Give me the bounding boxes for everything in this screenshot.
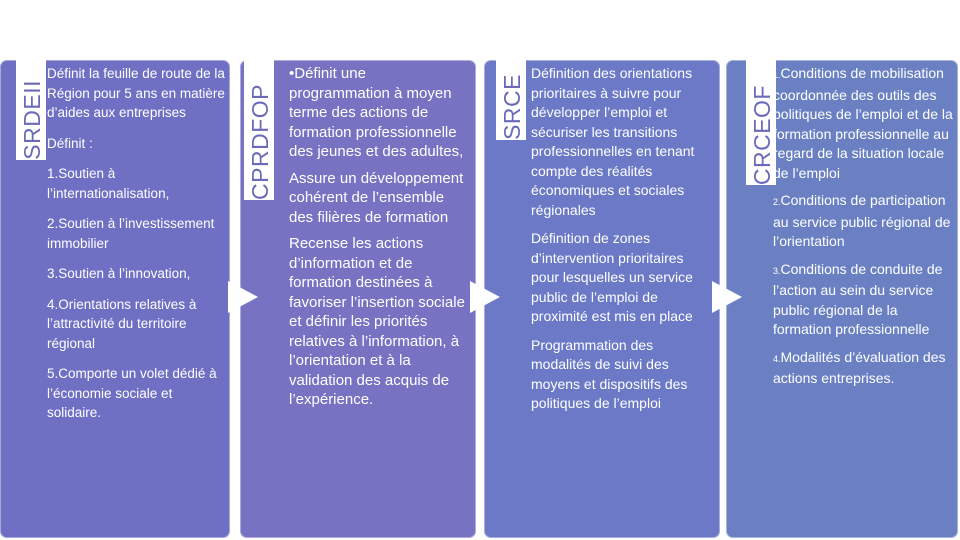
- label-srdeii: SRDEII: [19, 80, 45, 160]
- srce-item: Définition des orientations prioritaires à suivre pour développer l’emploi et sécuriser les transitions professionnelles en tenant compte des réalités économiques et sociales régionales: [531, 65, 695, 218]
- label-srce: SRCE: [499, 74, 525, 140]
- item-number: 2.: [773, 197, 781, 207]
- srdeii-item: 1.Soutien à l’internationalisation,: [47, 166, 170, 201]
- item-text: Conditions de conduite de l’action au sein du service public régional de la formation professionnelle: [773, 260, 943, 337]
- cprdfop-item: •Définit une programmation à moyen terme des actions de formation professionnelle des jeunes et des adultes,: [289, 65, 464, 160]
- cprdfop-item: Recense les actions d’information et de formation destinées à favoriser l’insertion sociale et définir les priorités relatives à l’information, à l’orientation et à la validation des acquis de l’expérience.: [289, 235, 465, 408]
- crceof-item: [773, 191, 953, 252]
- item-number: 3.: [773, 265, 781, 276]
- item-number: 1.: [773, 70, 781, 80]
- srdeii-item: Définit la feuille de route de la Région pour 5 ans en matière d’aides aux entreprises: [47, 66, 225, 120]
- crceof-item: [773, 64, 953, 183]
- arrow-right-icon: [712, 281, 742, 313]
- label-strip-srce: [496, 60, 526, 140]
- label-crceof: CRCEOF: [749, 84, 775, 185]
- arrow-right-icon: [228, 281, 258, 313]
- crceof-item: [773, 260, 953, 340]
- srdeii-item: 4.Orientations relatives à l’attractivité du territoire régional: [47, 296, 197, 351]
- srce-content: [531, 64, 711, 423]
- srdeii-item: 5.Comporte un volet dédié à l’économie sociale et solidaire.: [47, 366, 217, 420]
- crceof-item: [773, 348, 953, 389]
- label-strip-cprdfop: [244, 60, 274, 200]
- srce-item: Programmation des modalités de suivi des moyens et dispositifs des politiques de l’emploi: [531, 336, 688, 411]
- srdeii-content: [47, 64, 227, 434]
- srdeii-item: 3.Soutien à l’innovation,: [47, 266, 191, 281]
- srce-item: Définition de zones d’intervention prioritaires pour lesquelles un service public de l’emploi de proximité est mis en place: [531, 230, 693, 324]
- label-cprdfop: CPRDFOP: [247, 84, 273, 200]
- item-text: Conditions de mobilisation coordonnée des outils des politiques de l’emploi et de la formation professionnelle au regard de la situation locale de l’emploi: [773, 65, 953, 181]
- item-text: Modalités d’évaluation des actions entreprises.: [773, 348, 946, 386]
- label-strip-srdeii: [16, 60, 46, 160]
- item-number: 4.: [773, 353, 781, 364]
- cprdfop-content: [289, 64, 465, 417]
- crceof-content: [773, 64, 953, 397]
- cprdfop-item: Assure un développement cohérent de l’ensemble des filières de formation: [289, 169, 464, 226]
- srdeii-item: Définit :: [47, 135, 93, 151]
- label-strip-crceof: [746, 60, 776, 185]
- item-text: Conditions de participation au service public régional de l’orientation: [773, 192, 951, 249]
- arrow-right-icon: [470, 281, 500, 313]
- srdeii-item: 2.Soutien à l’investissement immobilier: [47, 216, 215, 251]
